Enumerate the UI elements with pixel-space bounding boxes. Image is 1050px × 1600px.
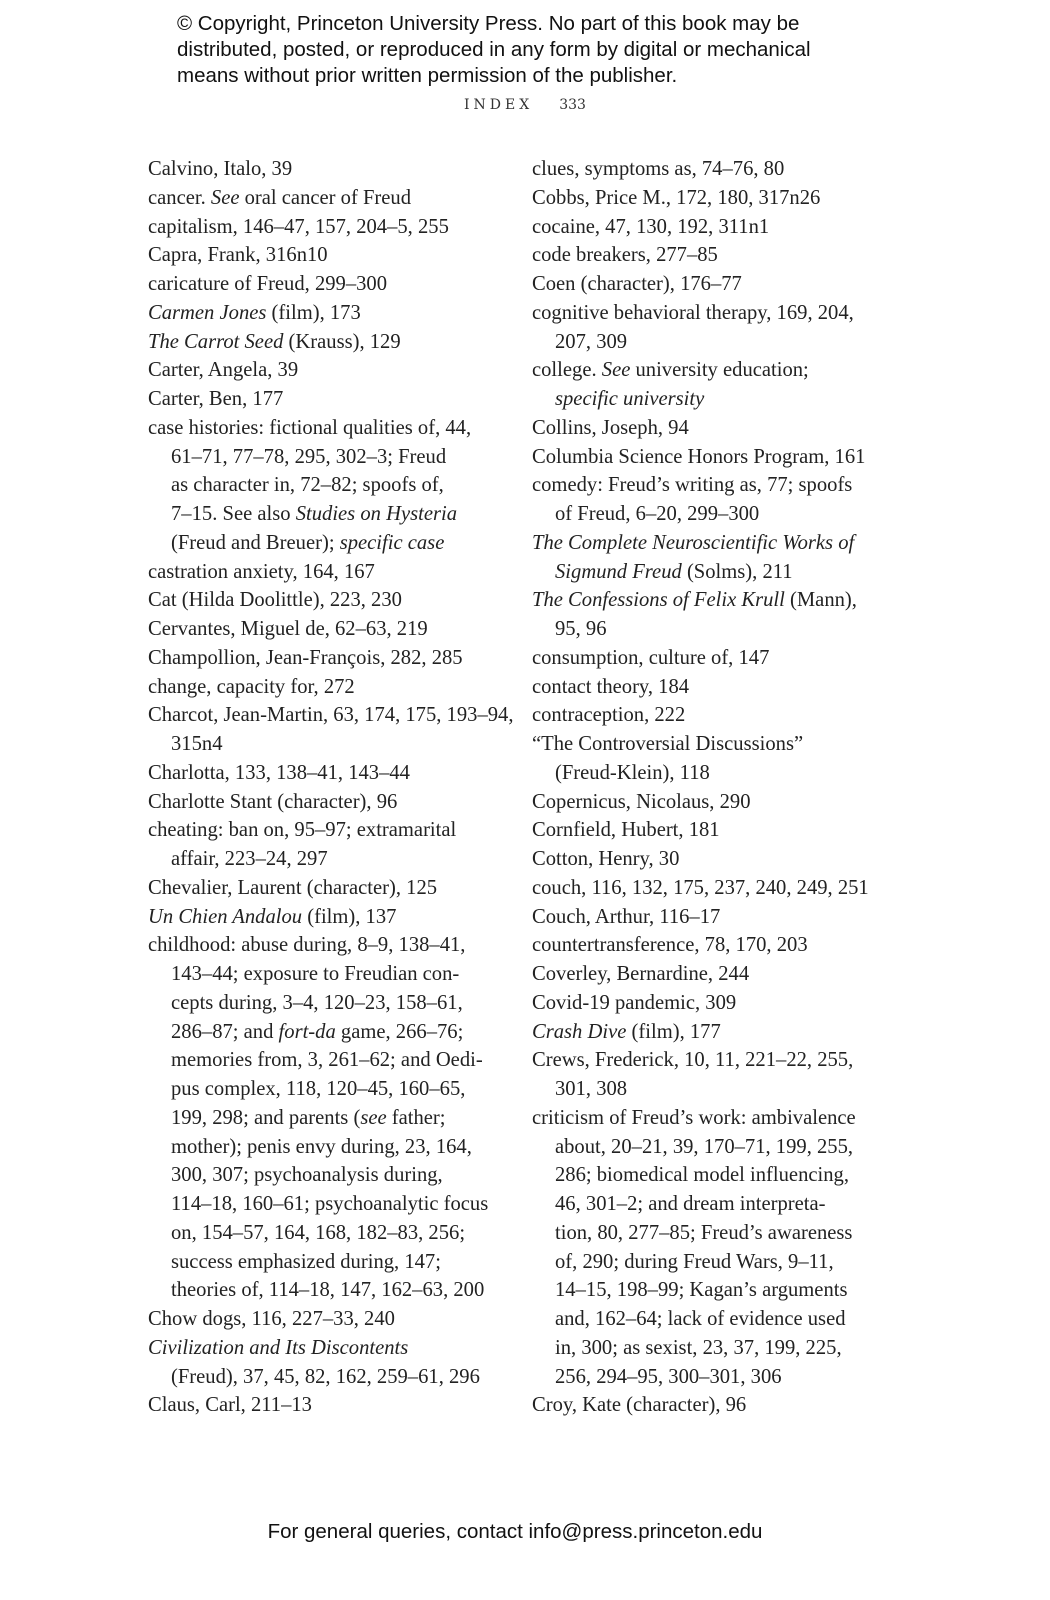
entry-text: 95, 96 bbox=[555, 618, 607, 640]
page-number: 333 bbox=[559, 97, 586, 113]
index-entry-line bbox=[532, 414, 869, 443]
index-entry bbox=[148, 299, 513, 328]
index-entry-continuation bbox=[532, 1219, 869, 1248]
index-entry-continuation bbox=[532, 1276, 869, 1305]
copyright-line: distributed, posted, or reproduced in any form by digital or mechanical bbox=[177, 38, 811, 61]
entry-text: change, capacity for, 272 bbox=[148, 675, 355, 698]
index-entry-line bbox=[148, 673, 513, 702]
entry-text: contact theory, 184 bbox=[532, 675, 690, 698]
index-entry-line bbox=[148, 184, 513, 213]
entry-text: (film), 173 bbox=[266, 301, 361, 324]
entry-text: cepts during, 3–4, 120–23, 158–61, bbox=[171, 991, 463, 1014]
index-entry bbox=[532, 845, 869, 874]
index-entry bbox=[148, 155, 513, 184]
entry-text: 14–15, 198–99; Kagan’s arguments bbox=[555, 1279, 848, 1302]
entry-text: castration anxiety, 164, 167 bbox=[148, 560, 375, 583]
index-entry-continuation bbox=[148, 845, 513, 874]
index-entry-continuation bbox=[148, 1104, 513, 1133]
index-entry bbox=[148, 241, 513, 270]
entry-text: case histories: fictional qualities of, 44, bbox=[148, 416, 472, 439]
index-entry-line bbox=[532, 874, 869, 903]
index-entry-continuation bbox=[532, 1075, 869, 1104]
index-entry-continuation bbox=[148, 1046, 513, 1075]
italic-title-text: specific case bbox=[339, 531, 445, 554]
index-entry-continuation bbox=[148, 1248, 513, 1277]
entry-text: Carter, Ben, 177 bbox=[148, 388, 284, 410]
index-entry bbox=[532, 874, 869, 903]
index-entry bbox=[148, 328, 513, 357]
italic-title-text: Crash Dive bbox=[532, 1020, 627, 1043]
index-entry-continuation bbox=[532, 1363, 869, 1392]
entry-text: 315n4 bbox=[171, 733, 223, 755]
entry-text: 286; biomedical model influencing, bbox=[555, 1164, 849, 1187]
italic-title-text: The Confessions of Felix Krull bbox=[532, 589, 785, 612]
running-head-title: INDEX bbox=[464, 97, 534, 113]
copyright-line: means without prior written permission of the publisher. bbox=[177, 64, 678, 87]
entry-text: Coen (character), 176–77 bbox=[532, 273, 742, 295]
index-entry-continuation bbox=[532, 1305, 869, 1334]
entry-text: comedy: Freud’s writing as, 77; spoofs bbox=[532, 474, 853, 497]
entry-text: (Freud-Klein), 118 bbox=[555, 761, 710, 784]
entry-text: Cat (Hilda Doolittle), 223, 230 bbox=[148, 589, 402, 612]
entry-text: Claus, Carl, 211–13 bbox=[148, 1394, 312, 1417]
entry-text: in, 300; as sexist, 23, 37, 199, 225, bbox=[555, 1336, 842, 1359]
entry-text: Capra, Frank, 316n10 bbox=[148, 244, 328, 267]
entry-text: Copernicus, Nicolaus, 290 bbox=[532, 790, 751, 813]
entry-text: Charlotte Stant (character), 96 bbox=[148, 790, 398, 813]
index-entry-continuation bbox=[532, 615, 869, 644]
entry-text: 61–71, 77–78, 295, 302–3; Freud bbox=[171, 445, 447, 468]
index-entry-line bbox=[532, 1391, 869, 1420]
index-entry-line bbox=[532, 299, 869, 328]
entry-text: pus complex, 118, 120–45, 160–65, bbox=[171, 1078, 466, 1100]
italic-title-text: Un Chien Andalou bbox=[148, 905, 303, 928]
entry-text: Carter, Angela, 39 bbox=[148, 359, 299, 382]
entry-text: Coverley, Bernardine, 244 bbox=[532, 963, 750, 985]
index-entry-line bbox=[532, 471, 869, 500]
index-entry-continuation bbox=[532, 558, 869, 587]
entry-text: 286–87; and bbox=[171, 1020, 279, 1043]
index-entry bbox=[532, 1104, 869, 1392]
index-entry bbox=[148, 615, 513, 644]
index-entry-continuation bbox=[532, 759, 869, 788]
index-entry-line bbox=[148, 816, 513, 845]
italic-title-text: Civilization and Its Discontents bbox=[148, 1336, 409, 1359]
entry-text: Cervantes, Miguel de, 62–63, 219 bbox=[148, 618, 428, 640]
index-entry bbox=[532, 960, 869, 989]
entry-text: mother); penis envy during, 23, 164, bbox=[171, 1135, 472, 1158]
italic-title-text: The Complete Neuroscientific Works of bbox=[532, 531, 855, 554]
entry-text: affair, 223–24, 297 bbox=[171, 848, 328, 870]
index-entry bbox=[532, 586, 869, 644]
index-entry bbox=[532, 299, 869, 357]
entry-text: (film), 137 bbox=[302, 905, 397, 928]
index-entry-line bbox=[148, 586, 513, 615]
index-entry-continuation bbox=[148, 529, 513, 558]
copyright-notice bbox=[177, 11, 811, 89]
index-entry bbox=[532, 443, 869, 472]
entry-text: Collins, Joseph, 94 bbox=[532, 416, 689, 439]
entry-text: of Freud, 6–20, 299–300 bbox=[555, 503, 760, 525]
index-entry bbox=[148, 874, 513, 903]
entry-text: Columbia Science Honors Program, 161 bbox=[532, 445, 866, 468]
entry-text: capitalism, 146–47, 157, 204–5, 255 bbox=[148, 215, 449, 238]
index-entry-continuation bbox=[148, 989, 513, 1018]
entry-text: consumption, culture of, 147 bbox=[532, 646, 770, 669]
entry-text: Croy, Kate (character), 96 bbox=[532, 1394, 747, 1417]
entry-text: couch, 116, 132, 175, 237, 240, 249, 251 bbox=[532, 876, 869, 899]
index-entry bbox=[148, 1305, 513, 1334]
index-entry-line bbox=[532, 241, 869, 270]
entry-text: “The Controversial Discussions” bbox=[532, 733, 804, 755]
index-entry bbox=[532, 788, 869, 817]
entry-text: on, 154–57, 164, 168, 182–83, 256; bbox=[171, 1221, 466, 1244]
index-entry bbox=[148, 673, 513, 702]
index-entry-line bbox=[148, 931, 513, 960]
index-entry-line bbox=[532, 730, 869, 759]
entry-text: Couch, Arthur, 116–17 bbox=[532, 905, 721, 928]
index-entry-line bbox=[148, 155, 513, 184]
index-entry-line bbox=[148, 644, 513, 673]
entry-text: of, 290; during Freud Wars, 9–11, bbox=[555, 1250, 834, 1273]
italic-title-text: See bbox=[210, 186, 240, 209]
index-entry bbox=[148, 759, 513, 788]
index-entry bbox=[532, 989, 869, 1018]
index-entry bbox=[148, 644, 513, 673]
index-entry bbox=[532, 673, 869, 702]
index-entry-line bbox=[532, 788, 869, 817]
index-entry-line bbox=[148, 558, 513, 587]
index-entry bbox=[532, 903, 869, 932]
italic-title-text: Sigmund Freud bbox=[555, 560, 682, 583]
index-entry bbox=[148, 213, 513, 242]
entry-text: 301, 308 bbox=[555, 1078, 628, 1100]
entry-text: (Freud), 37, 45, 82, 162, 259–61, 296 bbox=[171, 1365, 480, 1388]
entry-text: tion, 80, 277–85; Freud’s awareness bbox=[555, 1221, 853, 1244]
index-entry-continuation bbox=[148, 1161, 513, 1190]
index-entry-line bbox=[532, 989, 869, 1018]
index-entry-line bbox=[148, 241, 513, 270]
index-entry bbox=[532, 356, 869, 414]
index-entry bbox=[148, 903, 513, 932]
index-entry-line bbox=[148, 1305, 513, 1334]
index-entry-line bbox=[148, 615, 513, 644]
italic-title-text: specific university bbox=[555, 388, 705, 410]
entry-text: Crews, Frederick, 10, 11, 221–22, 255, bbox=[532, 1049, 854, 1072]
index-entry bbox=[532, 701, 869, 730]
entry-text: 7–15. See also bbox=[171, 503, 296, 525]
entry-text: memories from, 3, 261–62; and Oedi- bbox=[171, 1049, 483, 1072]
index-entry bbox=[148, 385, 513, 414]
entry-text: childhood: abuse during, 8–9, 138–41, bbox=[148, 934, 466, 957]
italic-title-text: fort-da bbox=[278, 1020, 336, 1043]
index-entry-line bbox=[148, 385, 513, 414]
index-entry-line bbox=[532, 644, 869, 673]
index-entry-line bbox=[532, 1046, 869, 1075]
entry-text: 114–18, 160–61; psychoanalytic focus bbox=[171, 1193, 489, 1215]
index-entry bbox=[532, 816, 869, 845]
entry-text: cancer. bbox=[148, 186, 211, 209]
index-entry bbox=[532, 414, 869, 443]
entry-text: Cobbs, Price M., 172, 180, 317n26 bbox=[532, 186, 821, 209]
index-entry-continuation bbox=[148, 1276, 513, 1305]
entry-text: Cotton, Henry, 30 bbox=[532, 848, 680, 870]
index-entry bbox=[148, 356, 513, 385]
entry-text: Calvino, Italo, 39 bbox=[148, 158, 293, 180]
entry-text: Chevalier, Laurent (character), 125 bbox=[148, 876, 438, 899]
index-entry-line bbox=[532, 673, 869, 702]
entry-text: 199, 298; and parents ( bbox=[171, 1106, 361, 1129]
index-entry bbox=[148, 414, 513, 558]
index-entry-line bbox=[532, 1018, 869, 1047]
index-entry bbox=[148, 270, 513, 299]
index-entry-line bbox=[148, 903, 513, 932]
index-entry bbox=[532, 270, 869, 299]
index-column-left bbox=[148, 155, 513, 1420]
entry-text: 143–44; exposure to Freudian con- bbox=[171, 963, 460, 985]
index-entry-continuation bbox=[532, 1161, 869, 1190]
entry-text: as character in, 72–82; spoofs of, bbox=[171, 474, 444, 497]
index-entry-line bbox=[148, 270, 513, 299]
index-entry-line bbox=[532, 184, 869, 213]
index-column-right bbox=[532, 155, 869, 1420]
index-entry bbox=[148, 1391, 513, 1420]
entry-text: university education; bbox=[630, 359, 809, 382]
entry-text: 300, 307; psychoanalysis during, bbox=[171, 1164, 443, 1187]
index-entry-continuation bbox=[532, 1190, 869, 1219]
entry-text: Cornfield, Hubert, 181 bbox=[532, 819, 720, 842]
index-entry-continuation bbox=[148, 730, 513, 759]
index-entry-line bbox=[532, 701, 869, 730]
index-entry bbox=[532, 241, 869, 270]
entry-text: (Freud and Breuer); bbox=[171, 531, 340, 554]
entry-text: success emphasized during, 147; bbox=[171, 1250, 441, 1273]
entry-text: (Mann), bbox=[784, 589, 857, 612]
entry-text: code breakers, 277–85 bbox=[532, 244, 718, 267]
index-entry-continuation bbox=[532, 1133, 869, 1162]
italic-title-text: The Carrot Seed bbox=[148, 330, 284, 353]
index-entry-continuation bbox=[532, 1334, 869, 1363]
index-entry-line bbox=[532, 816, 869, 845]
index-entry-line bbox=[532, 586, 869, 615]
entry-text: and, 162–64; lack of evidence used bbox=[555, 1308, 846, 1330]
entry-text: clues, symptoms as, 74–76, 80 bbox=[532, 158, 785, 180]
index-entry bbox=[532, 184, 869, 213]
index-entry-line bbox=[148, 414, 513, 443]
index-entry-line bbox=[532, 155, 869, 184]
index-entry bbox=[532, 213, 869, 242]
index-entry-continuation bbox=[148, 1133, 513, 1162]
running-head bbox=[0, 97, 1050, 113]
index-entry-line bbox=[148, 701, 513, 730]
entry-text: 207, 309 bbox=[555, 330, 628, 353]
entry-text: Charcot, Jean-Martin, 63, 174, 175, 193–94, bbox=[148, 704, 514, 727]
index-entry-continuation bbox=[532, 500, 869, 529]
index-entry-line bbox=[532, 931, 869, 960]
index-entry bbox=[532, 1046, 869, 1104]
index-entry bbox=[532, 1018, 869, 1047]
entry-text: cocaine, 47, 130, 192, 311n1 bbox=[532, 215, 770, 238]
italic-title-text: Studies on Hysteria bbox=[295, 503, 458, 525]
index-entry-line bbox=[148, 759, 513, 788]
entry-text: college. bbox=[532, 359, 602, 382]
entry-text: cheating: ban on, 95–97; extramarital bbox=[148, 819, 457, 842]
index-entry bbox=[148, 184, 513, 213]
index-entry-line bbox=[532, 845, 869, 874]
index-entry-line bbox=[148, 874, 513, 903]
entry-text: Chow dogs, 116, 227–33, 240 bbox=[148, 1308, 395, 1330]
entry-text: Charlotta, 133, 138–41, 143–44 bbox=[148, 761, 410, 784]
index-entry-continuation bbox=[148, 1018, 513, 1047]
index-entry-line bbox=[532, 903, 869, 932]
entry-text: (Solms), 211 bbox=[681, 560, 793, 583]
index-entry bbox=[532, 529, 869, 587]
index-entry-continuation bbox=[148, 1363, 513, 1392]
entry-text: 256, 294–95, 300–301, 306 bbox=[555, 1365, 782, 1388]
index-entry bbox=[532, 931, 869, 960]
italic-title-text: Carmen Jones bbox=[148, 301, 267, 324]
index-entry-continuation bbox=[532, 385, 869, 414]
index-entry-line bbox=[148, 356, 513, 385]
index-entry bbox=[148, 1334, 513, 1392]
index-entry-continuation bbox=[532, 1248, 869, 1277]
index-entry-line bbox=[148, 1334, 513, 1363]
index-entry-continuation bbox=[148, 1075, 513, 1104]
index-entry bbox=[532, 1391, 869, 1420]
index-entry-line bbox=[532, 443, 869, 472]
entry-text: father; bbox=[386, 1106, 446, 1129]
entry-text: Champollion, Jean-François, 282, 285 bbox=[148, 646, 463, 669]
index-entry-line bbox=[148, 299, 513, 328]
footer-contact: For general queries, contact info@press.princeton.edu bbox=[267, 1520, 763, 1543]
index-entry-continuation bbox=[532, 328, 869, 357]
index-entry-continuation bbox=[148, 1219, 513, 1248]
entry-text: theories of, 114–18, 147, 162–63, 200 bbox=[171, 1279, 485, 1302]
index-entry-line bbox=[148, 1391, 513, 1420]
index-entry-line bbox=[148, 788, 513, 817]
index-entry bbox=[148, 558, 513, 587]
entry-text: (Krauss), 129 bbox=[283, 330, 401, 353]
entry-text: about, 20–21, 39, 170–71, 199, 255, bbox=[555, 1135, 854, 1158]
entry-text: criticism of Freud’s work: ambivalence bbox=[532, 1106, 856, 1129]
index-entry bbox=[532, 644, 869, 673]
entry-text: contraception, 222 bbox=[532, 704, 686, 727]
italic-title-text: See bbox=[601, 359, 631, 382]
entry-text: game, 266–76; bbox=[335, 1020, 464, 1043]
index-entry-line bbox=[532, 213, 869, 242]
index-entry bbox=[532, 155, 869, 184]
italic-title-text: see bbox=[360, 1106, 387, 1129]
index-entry bbox=[148, 816, 513, 874]
index-entry-line bbox=[532, 960, 869, 989]
index-entry bbox=[532, 471, 869, 529]
entry-text: Covid-19 pandemic, 309 bbox=[532, 991, 737, 1014]
entry-text: oral cancer of Freud bbox=[239, 186, 411, 209]
index-entry bbox=[148, 586, 513, 615]
entry-text: countertransference, 78, 170, 203 bbox=[532, 934, 808, 957]
index-entry-line bbox=[532, 356, 869, 385]
index-entry-continuation bbox=[148, 500, 513, 529]
index-entry bbox=[148, 788, 513, 817]
index-entry-line bbox=[532, 529, 869, 558]
index-entry-line bbox=[148, 328, 513, 357]
index-entry-line bbox=[148, 213, 513, 242]
index-entry-continuation bbox=[148, 1190, 513, 1219]
index-entry-continuation bbox=[148, 443, 513, 472]
entry-text: cognitive behavioral therapy, 169, 204, bbox=[532, 301, 854, 324]
entry-text: 46, 301–2; and dream interpreta- bbox=[555, 1193, 826, 1215]
index-entry-line bbox=[532, 1104, 869, 1133]
index-entry bbox=[148, 701, 513, 759]
index-entry bbox=[148, 931, 513, 1305]
copyright-line: © Copyright, Princeton University Press. No part of this book may be bbox=[177, 12, 800, 35]
entry-text: caricature of Freud, 299–300 bbox=[148, 273, 388, 295]
entry-text: (film), 177 bbox=[626, 1020, 721, 1043]
index-entry-line bbox=[532, 270, 869, 299]
index-entry-continuation bbox=[148, 960, 513, 989]
index-entry-continuation bbox=[148, 471, 513, 500]
index-entry bbox=[532, 730, 869, 788]
